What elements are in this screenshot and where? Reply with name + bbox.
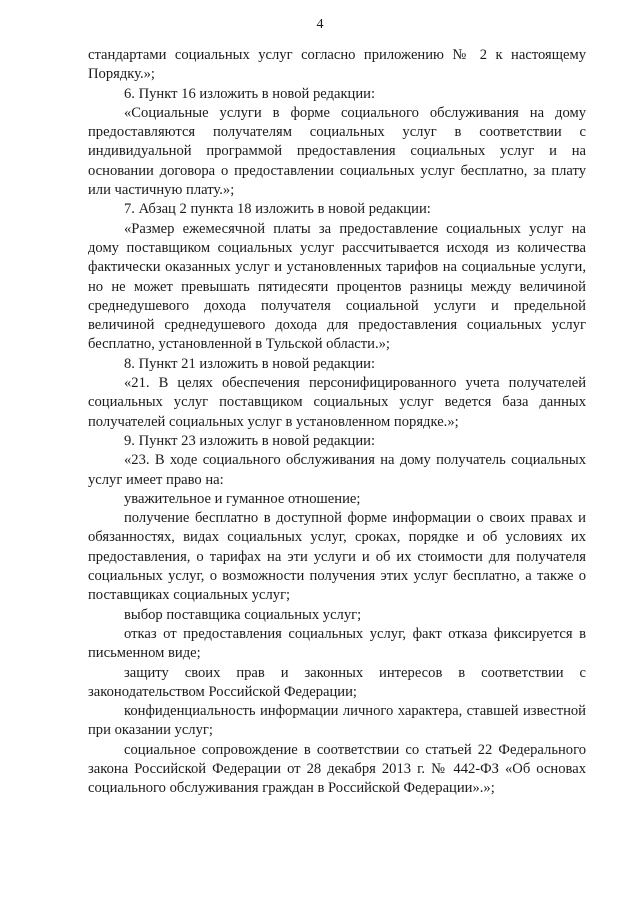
amendment-text-9-intro: «23. В ходе социального обслуживания на дому получатель социальных услуг имеет право на:	[88, 452, 586, 488]
amendment-heading-6: 6. Пункт 16 изложить в новой редакции:	[124, 85, 376, 102]
right-item: получение бесплатно в доступной форме информации о своих правах и обязанностях, видах социальных услуг, сроках, порядке и об условиях их предоставления, о тарифах на эти услуги и об их стоимости для получателя социальных услуг, о возможности получения этих услуг бесплатно, а также о поставщиках социальных услуг;	[88, 510, 586, 604]
paragraph-continuation: стандартами социальных услуг согласно приложению № 2 к настоящему Порядку.»;	[88, 47, 586, 83]
right-item: социальное сопровождение в соответствии со статьей 22 Федерального закона Российской Федерации от 28 декабря 2013 г. № 442-ФЗ «Об основах социального обслуживания граждан в Российской Федерации».»;	[88, 741, 586, 797]
right-item: выбор поставщика социальных услуг;	[124, 606, 362, 623]
amendment-heading-8: 8. Пункт 21 изложить в новой редакции:	[124, 355, 376, 372]
right-item: защиту своих прав и законных интересов в соответствии с законодательством Российской Федерации;	[88, 664, 586, 700]
amendment-heading-9: 9. Пункт 23 изложить в новой редакции:	[124, 432, 376, 449]
right-item: конфиденциальность информации личного характера, ставшей известной при оказании услуг;	[88, 703, 586, 739]
amendment-text-6: «Социальные услуги в форме социального обслуживания на дому предоставляются получателям социальных услуг в соответствии с индивидуальной программой предоставления социальных услуг и на основании договора о предоставлении социальных услуг бесплатно, за плату или частичную плату.»;	[88, 104, 586, 199]
right-item: уважительное и гуманное отношение;	[124, 490, 361, 507]
amendment-text-8: «21. В целях обеспечения персонифицированного учета получателей социальных услуг поставщиком социальных услуг ведется база данных получателей социальных услуг в установленном порядке.»;	[88, 375, 586, 430]
amendment-heading-7: 7. Абзац 2 пункта 18 изложить в новой редакции:	[124, 201, 431, 218]
right-item: отказ от предоставления социальных услуг, факт отказа фиксируется в письменном виде;	[88, 625, 586, 662]
page-number: 4	[316, 17, 324, 32]
amendment-text-7: «Размер ежемесячной платы за предоставление социальных услуг на дому поставщиком социальных услуг рассчитывается исходя из количества фактически оказанных услуг и установленных тарифов на социальные услуги, но не может превышать пятидесяти процентов разницы между величиной среднедушевого дохода получателя социальной услуги и предельной величиной среднедушевого дохода для предоставления социальных услуг бесплатно, установленной в Тульской области.»;	[88, 220, 586, 353]
document-body	[88, 46, 586, 799]
